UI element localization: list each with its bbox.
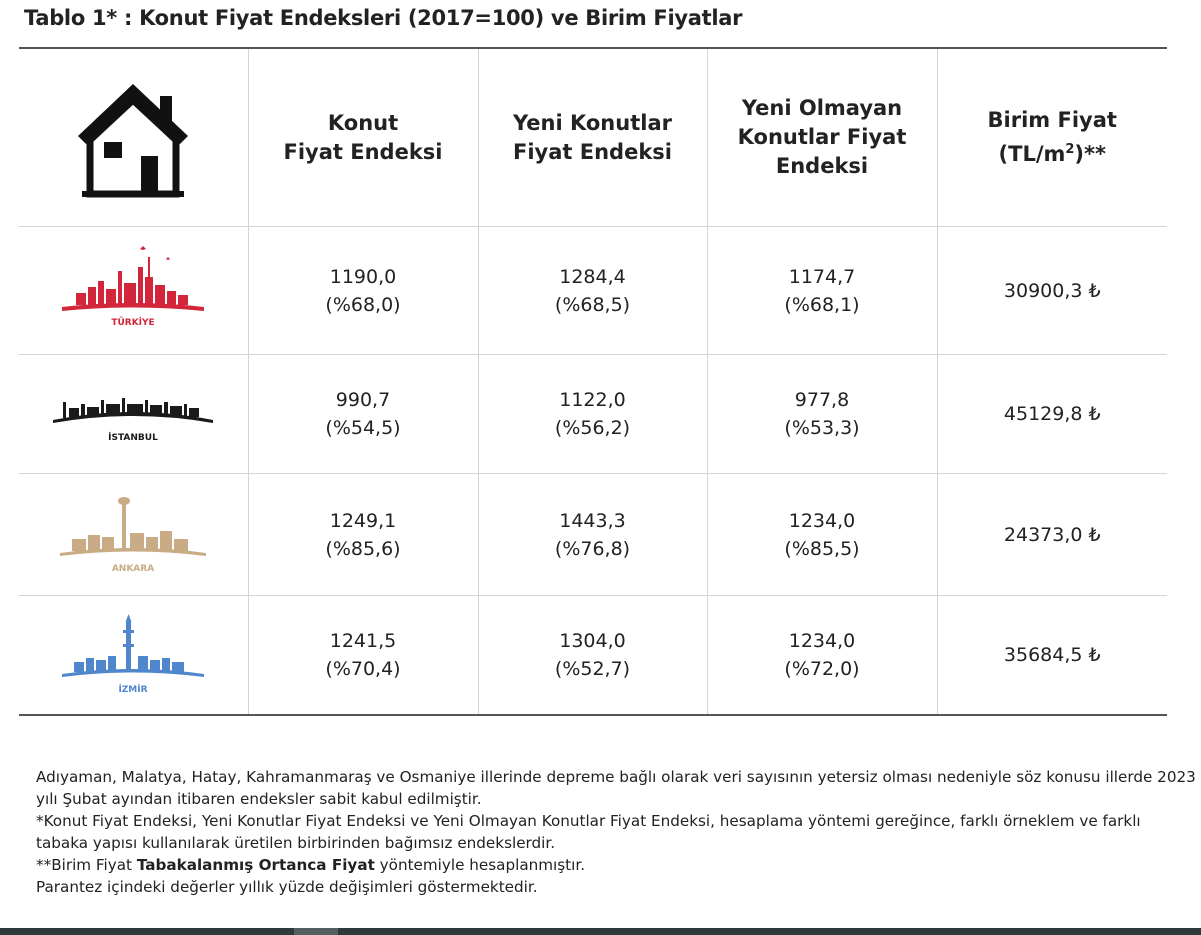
unit-price: 24373,0 ₺ — [1003, 523, 1101, 546]
header-col3-line3: Endeksi — [775, 154, 869, 178]
unit-price: 45129,8 ₺ — [1003, 403, 1101, 425]
yokfe-cell — [707, 355, 937, 474]
header-yeni-konutlar-fiyat-endeksi — [478, 48, 707, 227]
table-row — [19, 474, 1167, 596]
turkiye-skyline-icon — [48, 241, 218, 341]
price-cell — [937, 474, 1167, 596]
footnote-unit-price-post: yöntemiyle hesaplanmıştır. — [374, 856, 586, 874]
price-cell — [937, 227, 1167, 355]
ykfe-cell — [478, 596, 707, 716]
footnote-unit-price-pre: **Birim Fiyat — [36, 856, 137, 874]
table-title: Tablo 1* : Konut Fiyat Endeksleri (2017=100) ve Birim Fiyatlar — [24, 6, 743, 30]
izmir-skyline-icon — [48, 608, 218, 702]
header-col4-suffix: )** — [1074, 142, 1106, 166]
footnotes — [36, 766, 1196, 898]
kfe-cell — [248, 227, 478, 355]
city-cell-izmir — [19, 596, 248, 716]
header-col4-line1: Birim Fiyat — [987, 108, 1117, 132]
bottom-bar-segment — [294, 928, 338, 935]
yokfe-value: 1174,7 — [788, 265, 856, 288]
footnote-index-methodology: *Konut Fiyat Endeksi, Yeni Konutlar Fiyat Endeksi ve Yeni Olmayan Konutlar Fiyat Endeksi, hesaplama yöntemi gereğince, farklı örneklem ve farklı tabaka yapısı kullanılarak üretilen birbirinden bağımsız endekslerdir. — [36, 812, 1141, 852]
yokfe-change: (%68,1) — [784, 293, 860, 316]
city-cell-turkiye — [19, 227, 248, 355]
footnote-parentheses: Parantez içindeki değerler yıllık yüzde değişimleri göstermektedir. — [36, 878, 538, 896]
kfe-change: (%68,0) — [325, 293, 401, 316]
yokfe-value: 977,8 — [794, 389, 850, 411]
ankara-skyline-icon — [48, 487, 218, 583]
header-col4-unit: (TL/m — [998, 142, 1066, 166]
ykfe-change: (%68,5) — [554, 293, 631, 316]
yokfe-change: (%72,0) — [784, 658, 860, 680]
kfe-value: 1241,5 — [329, 630, 397, 652]
header-col4-superscript: 2 — [1065, 142, 1075, 157]
kfe-cell — [248, 355, 478, 474]
footnote-unit-price — [36, 854, 1196, 876]
ykfe-change: (%56,2) — [554, 417, 631, 439]
price-cell — [937, 596, 1167, 716]
ykfe-cell — [478, 227, 707, 355]
header-birim-fiyat — [937, 48, 1167, 227]
city-cell-ankara — [19, 474, 248, 596]
yokfe-change: (%53,3) — [784, 417, 860, 439]
kfe-change: (%85,6) — [325, 537, 401, 560]
city-cell-istanbul — [19, 355, 248, 474]
ykfe-value: 1122,0 — [559, 389, 626, 411]
yokfe-cell — [707, 596, 937, 716]
ykfe-cell — [478, 474, 707, 596]
ykfe-value: 1284,4 — [559, 265, 626, 288]
ykfe-change: (%76,8) — [554, 537, 631, 560]
unit-price: 30900,3 ₺ — [1003, 279, 1101, 302]
header-col1-line1: Konut — [327, 110, 399, 135]
house-icon-cell — [19, 48, 248, 227]
ykfe-cell — [478, 355, 707, 474]
header-col1-line2: Fiyat Endeksi — [283, 139, 443, 164]
price-cell — [937, 355, 1167, 474]
city-label-ankara: ANKARA — [112, 563, 155, 574]
yokfe-cell — [707, 227, 937, 355]
ykfe-value: 1304,0 — [559, 630, 626, 652]
house-icon — [68, 74, 198, 202]
yokfe-value: 1234,0 — [788, 509, 856, 532]
price-index-table — [19, 47, 1167, 716]
table-row — [19, 355, 1167, 474]
header-konut-fiyat-endeksi — [248, 48, 478, 227]
kfe-value: 990,7 — [335, 389, 391, 411]
yokfe-cell — [707, 474, 937, 596]
kfe-value: 1249,1 — [329, 509, 397, 532]
header-yeni-olmayan-konutlar-fiyat-endeksi — [707, 48, 937, 227]
table-header-row — [19, 48, 1167, 227]
kfe-value: 1190,0 — [329, 265, 397, 288]
yokfe-change: (%85,5) — [784, 537, 860, 560]
kfe-change: (%70,4) — [325, 658, 401, 680]
ykfe-value: 1443,3 — [559, 509, 626, 532]
header-col4-line2 — [938, 135, 1168, 169]
table-row — [19, 596, 1167, 716]
footnote-earthquake: Adıyaman, Malatya, Hatay, Kahramanmaraş ve Osmaniye illerinde depreme bağlı olarak veri sayısının yetersiz olması nedeniyle söz konusu illerde 2023 yılı Şubat ayından itibaren endeksler sabit kabul edilmiştir. — [36, 768, 1196, 808]
ykfe-change: (%52,7) — [554, 658, 631, 680]
bottom-bar — [0, 928, 1201, 935]
city-label-turkiye: TÜRKİYE — [111, 317, 155, 328]
unit-price: 35684,5 ₺ — [1003, 644, 1101, 666]
header-col2-line1: Yeni Konutlar — [513, 110, 672, 135]
istanbul-skyline-icon — [43, 374, 223, 454]
footnote-unit-price-method: Tabakalanmış Ortanca Fiyat — [136, 856, 375, 874]
table-row — [19, 227, 1167, 355]
city-label-izmir: İZMİR — [118, 685, 148, 695]
kfe-cell — [248, 474, 478, 596]
kfe-cell — [248, 596, 478, 716]
header-col3-line1: Yeni Olmayan — [741, 96, 903, 120]
yokfe-value: 1234,0 — [788, 630, 856, 652]
kfe-change: (%54,5) — [325, 417, 401, 439]
header-col3-line2: Konutlar Fiyat — [737, 125, 907, 149]
header-col2-line2: Fiyat Endeksi — [513, 139, 672, 164]
city-label-istanbul: İSTANBUL — [108, 433, 159, 443]
